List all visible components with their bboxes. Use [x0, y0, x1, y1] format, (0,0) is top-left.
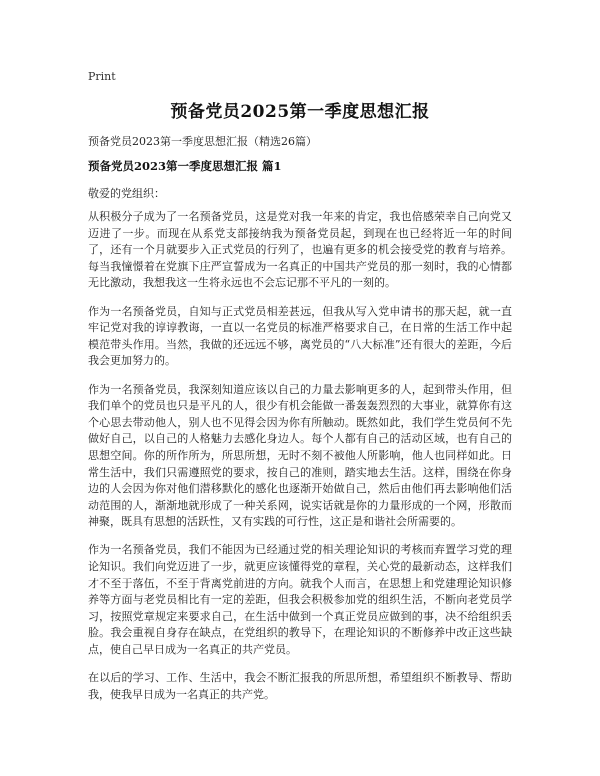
body-paragraph-2: 作为一名预备党员，自知与正式党员相差甚远，但我从写入党申请书的那天起，就一直牢记党对我的谆谆教诲，一直以一名党员的标准严格要求自己，在日常的生活工作中起模范带头作用。当然，我做的还远远不够，离党员的“八大标准”还有很大的差距，今后我会更加努力的。	[88, 304, 512, 368]
page-title: 预备党员2025第一季度思想汇报	[170, 102, 430, 122]
body-paragraph-5: 在以后的学习、工作、生活中，我会不断汇报我的所思所想，希望组织不断教导、帮助我，使我早日成为一名真正的共产党。	[88, 671, 512, 701]
document-subtitle: 预备党员2023第一季度思想汇报（精选26篇）	[88, 135, 317, 148]
section-heading: 预备党员2023第一季度思想汇报 篇1	[88, 159, 282, 173]
salutation: 敬爱的党组织：	[88, 187, 165, 200]
body-paragraph-1: 从积极分子成为了一名预备党员，这是党对我一年来的肯定，我也倍感荣幸自己向党又迈进了一步。而现在从系党支部接纳我为预备党员起，到现在也已经将近一年的时间了，还有一个月就要步入正式党员的行列了，也遍有更多的机会接受党的教育与培养。每当我憧憬着在党旗下庄严宣誓成为一名真正的中国共产党员的那一刻时，我的心情都无比激动，我想我这一生将永远也不会忘记那不平凡的一刻的。	[88, 210, 512, 290]
print-link[interactable]: Print	[88, 70, 116, 83]
document-body	[88, 209, 512, 715]
body-paragraph-3: 作为一名预备党员，我深刻知道应该以自己的力量去影响更多的人，起到带头作用，但我们单个的党员也只是平凡的人，很少有机会能做一番轰轰烈烈的大事业，就算你有这个心思去带动他人，别人也不见得会因为你有所触动。既然如此，我们学生党员何不先做好自己，以自己的人格魅力去感化身边人。每个人都有自己的活动区域，也有自己的思想空间。你的所作所为，所思所想，无时不刻不被他人所影响，他人也同样如此。日常生活中，我们只需遵照党的要求，按自己的准则，踏实地去生活。这样，围绕在你身边的人会因为你对他们潜移默化的感化也逐渐开始做自己，然后由他们再去影响他们活动范围的人，渐渐地就形成了一种关系网，说实话就是你的力量形成的一个网，形散而神聚，既具有思想的活跃性，又有实践的可行性，这正是和谐社会所需要的。	[88, 382, 512, 529]
body-paragraph-4: 作为一名预备党员，我们不能因为已经通过党的相关理论知识的考核而弃置学习党的理论知识。我们向党迈进了一步，就更应该懂得党的章程，关心党的最新动态，这样我们才不至于落伍，不至于背离党前进的方向。就我个人而言，在思想上和党建理论知识修养等方面与老党员相比有一定的差距，但我会积极参加党的组织生活，不断向老党员学习，按照党章规定来要求自己，在生活中做到一个真正党员应做到的事，决不给组织丢脸。我会重视自身存在缺点，在党组织的教导下，在理论知识的不断修养中改正这些缺点，使自己早日成为一名真正的共产党员。	[88, 543, 512, 657]
